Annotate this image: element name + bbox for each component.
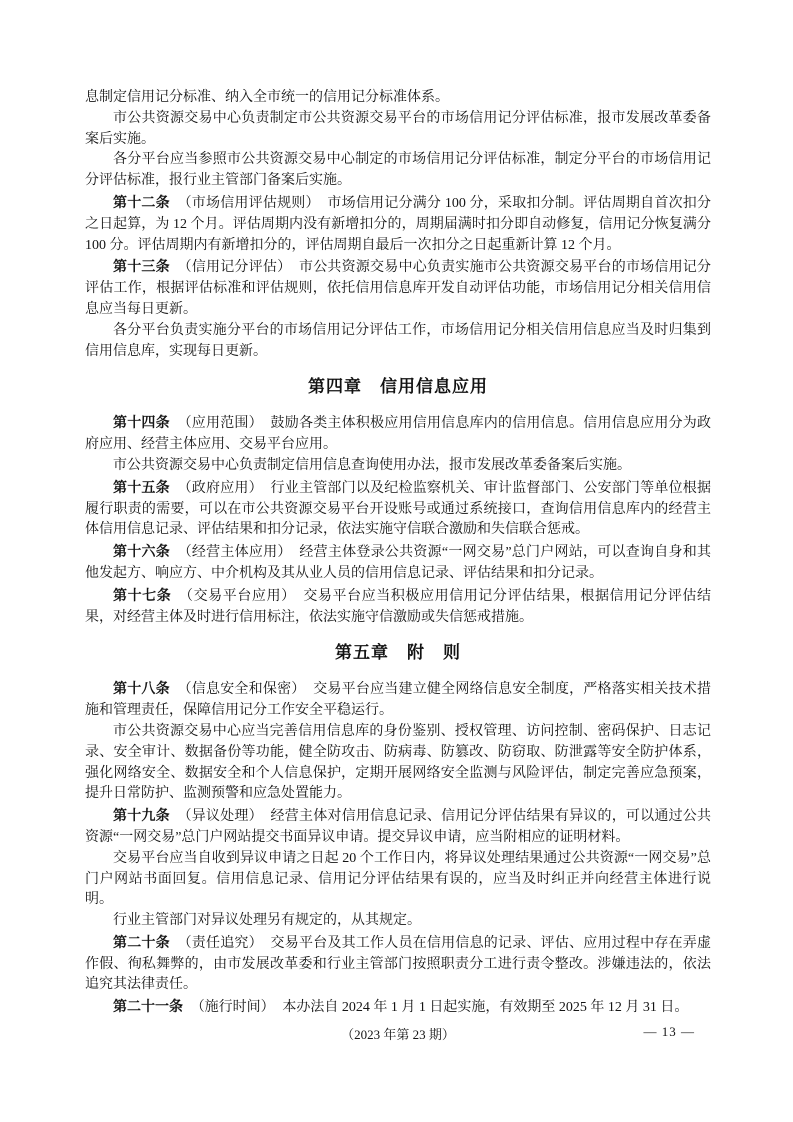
body-paragraph: 息制定信用记分标准、纳入全市统一的信用记分标准体系。: [85, 90, 449, 105]
article-number: 第十三条: [113, 258, 170, 275]
article-title: （交易平台应用）: [179, 588, 296, 604]
article-number: 第十八条: [113, 680, 170, 697]
article-title: （市场信用评估规则）: [177, 195, 320, 211]
article-paragraph: [85, 541, 711, 585]
body-paragraph: 各分平台负责实施分平台的市场信用记分评估工作，市场信用记分相关信用信息应当及时归集到信用信息库，实现每日更新。: [85, 322, 711, 359]
article-number: 第十四条: [113, 414, 170, 431]
article-text: 市场信用记分满分 100 分，采取扣分制。评估周期自首次扣分之日起算，为 12 个月。评估周期内没有新增扣分的，周期届满时扣分即自动修复，信用记分恢复满分 100 分。评估周期内有新增扣分的，评估周期自最后一次扣分之日起重新计算 12 个月。: [85, 195, 712, 253]
article-paragraph: [85, 477, 711, 541]
body-paragraph: 市公共资源交易中心应当完善信用信息库的身份鉴别、授权管理、访问控制、密码保护、日志记录、安全审计、数据备份等功能，健全防攻击、防病毒、防篡改、防窃取、防泄露等安全防护体系，强化网络安全、数据安全和个人信息保护，定期开展网络安全监测与风险评估，制定完善应急预案，提升日常防护、监测预警和应急处置能力。: [85, 723, 711, 802]
article-number: 第十九条: [113, 807, 170, 824]
article-number: 第十七条: [113, 586, 172, 603]
body-paragraph: 市公共资源交易中心负责制定市公共资源交易平台的市场信用记分评估标准，报市发展改革委备案后实施。: [85, 110, 711, 147]
chapter-heading: 第四章 信用信息应用: [308, 377, 488, 397]
document-body: [85, 88, 711, 1019]
chapter-heading: 第五章 附 则: [335, 643, 461, 663]
article-title: （政府应用）: [177, 480, 263, 496]
body-paragraph: 行业主管部门对异议处理另有规定的，从其规定。: [113, 913, 421, 929]
article-title: （责任追究）: [177, 935, 263, 951]
article-title: （施行时间）: [190, 1000, 275, 1016]
article-title: （异议处理）: [177, 809, 263, 825]
body-paragraph: 交易平台应当自收到异议申请之日起 20 个工作日内，将异议处理结果通过公共资源“一网交易”总门户网站书面回复。信用信息记录、信用记分评估结果有误的，应当及时纠正并向经营主体进行说明。: [85, 850, 711, 908]
article-paragraph: [85, 678, 711, 722]
article-paragraph: [85, 192, 711, 256]
article-text: 行业主管部门以及纪检监察机关、审计监督部门、公安部门等单位根据履行职责的需要，可以在市公共资源交易平台开设账号或通过系统接口，查询信用信息库内的经营主体信用信息记录、评估结果和扣分记录，依法实施守信联合激励和失信联合惩戒。: [85, 480, 712, 538]
article-paragraph: [85, 996, 711, 1019]
issue-number: （2023 年第 23 期）: [341, 1027, 455, 1042]
page-number: — 13 —: [643, 1024, 695, 1039]
page-footer: [85, 1024, 711, 1044]
article-title: （信息安全和保密）: [177, 682, 306, 698]
article-text: 本办法自 2024 年 1 月 1 日起实施，有效期至 2025 年 12 月 31 日。: [282, 1000, 689, 1016]
article-title: （应用范围）: [177, 416, 263, 432]
article-number: 第二十一条: [113, 998, 183, 1015]
article-paragraph: [85, 412, 711, 456]
article-paragraph: [85, 256, 711, 320]
article-text: 交易平台应当积极应用信用记分评估结果，根据信用记分评估结果，对经营主体及时进行信用标注，依法实施守信激励或失信惩戒措施。: [85, 588, 712, 625]
body-paragraph: 各分平台应当参照市公共资源交易中心制定的市场信用记分评估标准，制定分平台的市场信用记分评估标准，报行业主管部门备案后实施。: [85, 152, 711, 189]
article-text: 鼓励各类主体积极应用信用信息库内的信用信息。信用信息应用分为政府应用、经营主体应用、交易平台应用。: [85, 416, 712, 453]
article-text: 交易平台应当建立健全网络信息安全制度，严格落实相关技术措施和管理责任，保障信用记分工作安全平稳运行。: [85, 682, 712, 719]
article-title: （经营主体应用）: [177, 545, 292, 561]
article-number: 第十二条: [113, 193, 170, 210]
article-number: 第二十条: [113, 933, 170, 950]
article-paragraph: [85, 585, 711, 629]
article-text: 经营主体对信用信息记录、信用记分评估结果有异议的，可以通过公共资源“一网交易”总门户网站提交书面异议申请。提交异议申请，应当附相应的证明材料。: [85, 809, 712, 845]
article-paragraph: [85, 805, 711, 849]
article-text: 市公共资源交易中心负责实施市公共资源交易平台的市场信用记分评估工作，根据评估标准和评估规则，依托信用信息库开发自动评估功能，市场信用记分相关信用信息应当每日更新。: [85, 260, 712, 317]
article-number: 第十五条: [113, 478, 170, 495]
body-paragraph: 市公共资源交易中心负责制定信用信息查询使用办法，报市发展改革委备案后实施。: [113, 457, 631, 473]
article-number: 第十六条: [113, 543, 170, 560]
article-title: （信用记分评估）: [177, 260, 292, 276]
article-text: 交易平台及其工作人员在信用信息的记录、评估、应用过程中存在弄虚作假、徇私舞弊的，由市发展改革委和行业主管部门按照职责分工进行责令整改。涉嫌违法的，依法追究其法律责任。: [85, 935, 712, 993]
article-paragraph: [85, 932, 711, 996]
article-text: 经营主体登录公共资源“一网交易”总门户网站，可以查询自身和其他发起方、响应方、中介机构及其从业人员的信用信息记录、评估结果和扣分记录。: [85, 545, 712, 581]
